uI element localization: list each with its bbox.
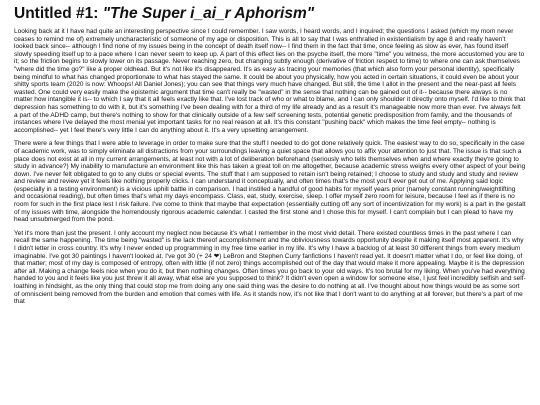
title-prefix: Untitled #1:	[14, 5, 103, 22]
title-quoted: "The Super i_ai_r Aphorism"	[102, 5, 315, 22]
paragraph-1: Looking back at it I have had quite an interesting perspective since I could remember. I saw words, I heard words, and I inquired; the questions I asked (which my mom never ceases to remind me of) extremely uncharacteristic of someone of my age or disposition. This is all to say that I was enthralled in existentialism by age 8 and really haven't looked back since-- although I find none of my issues being in the concept of death itself now-- I find them in the fact that time, once feeling as slow as ever, has found itself slowly speeding itself up to a pace where I can never seem to keep up. A part of this effect lies on the psyche itself, the more "time" you witness, the more accustomed you are to it; so the friction begins to slowly lower on its passage. Never reaching zero, but changing subtly enough (derivative of friction respect to time) to where one can ask themselves "where did the time go?" like a proper oldhead. But it's not like it's disappeared. It's as easy as tracing your memories (that which also form your personal identity), specifically being mindful to what has changed proportionate to what has stayed the same. It could be about you physically, how you acted in certain situations, it could even be about your shitty sports team (2020 is now: Whoops! All Daniel Jones); you can see that things very much have changed. But still, the time I allot in the present and the near-past all feels wasted. One could very easily make the epistemic argument that time can't really be "wasted" in the sense that nothing can be gained out of it-- because there always is no matter how intangible it is-- to which I say that it all feels exactly like that. I've lost track of who or what to blame, and I can only shoulder it directly onto myself. I'd like to think that depression has something to do with it, but it's something I've been dealing with for a third of my life already and as a result it's manageable now more than ever. I've always felt a part of the ADHD camp, but there's nothing to show for that clinically outside of a few self screening tests, potential genetic predisposition from family, and the thousands of instances where I've delayed the most menial yet important tasks for no real reason at all. It's this constant "pushing back" which makes the time feel empty-- nothing is accomplished-- yet I feel there's very little I can do anything about it. It's a very upsetting arrangement.	[14, 28, 526, 134]
paragraph-2: There were a few things that I were able to leverage in order to make sure that the stuff I needed to do got done relatively quick. The easiest way to do so, specifically in the case of academic work, was to simply eliminate all distractions from your surroundings leaving a quiet space that allows you to affix your attention to just that. The issue is that such a place does not exist at all in my current arrangements, at least not with a lot of deliberation beforehand (seriously who tells themselves when and where exactly they're going to study in advance?) My inability to manufacture an environment like this has taken a great toll on me altogether, because academic stress weighs every other aspect of your being down. I've never felt obligated to go to any clubs or special events. The stuff that I am supposed to retain isn't being retained; I choose to study and study and study and review and review and review yet it feels like nothing properly clicks. I can understand it conceptually, and often times that's the most you'll ever get out of me. Applying said logic (especially in a testing environment) is a vicious uphill battle in comparison. I had instilled a handful of good habits for myself years prior (namely constant running/weightlifting and occasional reading), but often times that's what my days encompass. Class, eat, study, exercise, sleep. I offer myself zero room for leisure, because I feel as if there is no room for such in the first place lest I risk failure. I've come to think that maybe that expectation (essentially cutting off any sort of incentivization for my work) is a part in the gestalt of my issues with time, alongside the horrendously rigorous academic calendar. I casted the first stone and I chose this for myself. I can't complain but I can plead to have my head unsubmerged from the pond.	[14, 140, 526, 224]
page-title	[14, 4, 526, 24]
paragraph-3: Yet it's more than just the present. I only account my neglect now because it's what I remember in the most vivid detail. There existed countless times in the past where I can recall the same happening. The time being "wasted" is the lack thereof accomplishment and the obliviousness towards opportunity despite it making itself most apparent. It's why I didn't letter in cross country. It's why I never ended up programming in my free time earlier in my life. It's why I have a backlog of at least 30 different things from every medium imaginable. I've got 30 paintings I haven't looked at. I've got 30 (+ 24 ❤) LeBron and Stephen Curry fanfictions I haven't read yet. It doesn't matter what I do, or feel like doing, of that matter; most of my day is composed of entropy, often with little (if not zero) things accomplished out of the day that would make it more appealing. Maybe it is the depression after all. Making a change feels nice when you do it, but then nothing changes. Often times you go back to your old ways. It's too brutal for my liking. When you've had everything handed to you and it feels like you just threw it all away, what else are you supposed to think? It didn't even open a window for someone else, I just feel incredibly selfish and self-loathing in hindsight, as the only thing that could stop me from doing any one said thing was the desire to do nothing at all. I've thought about how things would be as some sort of omniscient being removed from the burden and emotion that comes with life. As it stands now, it's not like that I don't want to do anything at all forever, but there's a part of me that	[14, 229, 526, 306]
